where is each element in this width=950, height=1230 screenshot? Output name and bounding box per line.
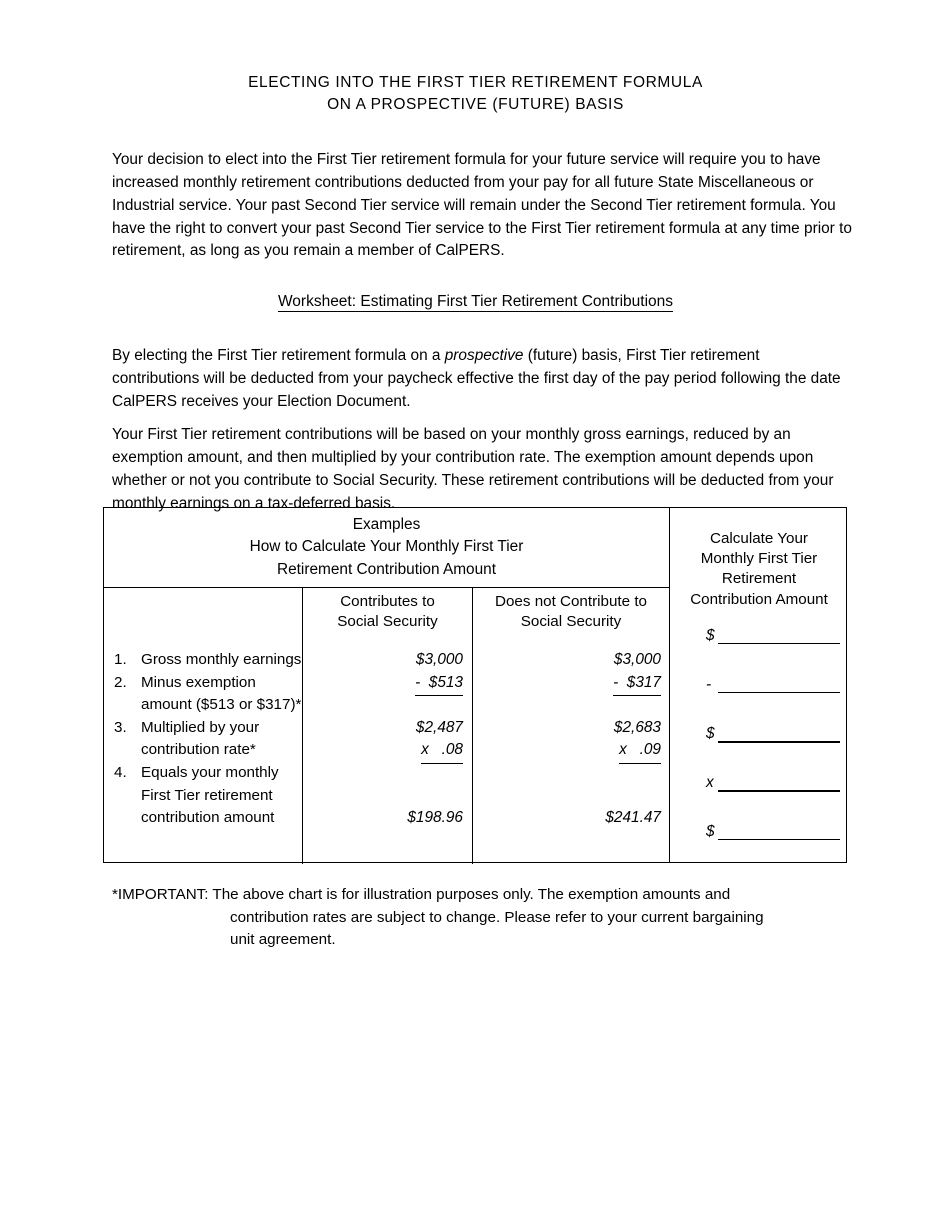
column-header-not-contributes [473, 592, 669, 633]
amount-row [303, 672, 463, 695]
prospective-paragraph-before: By electing the First Tier retirement formula on a [112, 347, 445, 365]
amount-row [473, 739, 661, 762]
step-number: 4. [114, 763, 127, 781]
amount-value: $3,000 [613, 651, 661, 668]
examples-header-line-1: Examples [352, 516, 421, 533]
blank-rule[interactable] [718, 692, 840, 693]
blank-line-total[interactable] [670, 823, 848, 872]
footnote-line-1: *IMPORTANT: The above chart is for illustration purposes only. The exemption amounts and [112, 886, 731, 903]
blank-line-subtotal[interactable] [670, 725, 848, 774]
column-header-not-contributes-line-2: Social Security [520, 613, 622, 631]
fill-in-blanks-column [670, 627, 848, 872]
calculate-header-line-3: Retirement [721, 570, 797, 588]
step-text: Minus exemption amount ($513 or $317)* [141, 673, 302, 714]
blank-rule[interactable] [718, 741, 840, 743]
amount-value: - $513 [415, 672, 463, 697]
prospective-emphasis: prospective [444, 347, 524, 365]
step-text: Multiplied by your contribution rate* [141, 718, 260, 759]
column-header-contributes [303, 592, 472, 633]
amount-row [473, 717, 661, 740]
calculation-table [103, 507, 847, 863]
footnote-line-2: contribution rates are subject to change. Please refer to your current bargaining [230, 908, 764, 926]
blank-line-rate[interactable] [670, 774, 848, 823]
amounts-not-contributes-column [473, 649, 661, 830]
amount-row [303, 717, 463, 740]
basis-paragraph: Your First Tier retirement contributions will be based on your monthly gross earnings, reduced by an exemption amount, and then multiplied by your contribution rate. The exemption amount depends upon whether or not you contribute to Social Security. These retirement contributions will be deducted from your monthly earnings on a tax-deferred basis. [112, 426, 834, 512]
amount-value: x .08 [421, 739, 463, 764]
table-header-divider [104, 587, 669, 588]
calculation-steps-list [110, 649, 302, 830]
important-footnote [112, 884, 848, 952]
blank-prefix: $ [706, 627, 715, 644]
blank-rule[interactable] [718, 790, 840, 792]
amount-row [473, 649, 661, 672]
column-header-contributes-line-1: Contributes to [340, 593, 435, 610]
amount-value: $198.96 [407, 809, 463, 827]
amount-row [473, 807, 661, 830]
prospective-paragraph [112, 345, 850, 413]
amount-value: $3,000 [415, 651, 463, 668]
blank-prefix: $ [706, 725, 715, 742]
document-title [103, 72, 848, 116]
blank-rule[interactable] [718, 839, 840, 840]
list-item [110, 762, 302, 830]
list-item [110, 649, 302, 672]
amount-value: $241.47 [605, 809, 661, 827]
column-header-not-contributes-line-1: Does not Contribute to [495, 593, 647, 610]
intro-paragraph: Your decision to elect into the First Tier retirement formula for your future service will require you to have increased monthly retirement contributions deducted from your pay for all future State Miscellaneous or Industrial service. Your past Second Tier service will remain under the Second Tier retirement formula. You have the right to convert your past Second Tier service to the First Tier retirement formula at any time prior to retirement, as long as you remain a member of CalPERS. [112, 151, 852, 260]
list-item [110, 672, 302, 717]
amount-value: x .09 [619, 739, 661, 764]
examples-header-line-3: Retirement Contribution Amount [276, 560, 496, 578]
blank-line-gross-earnings[interactable] [670, 627, 848, 676]
calculate-header-line-2: Monthly First Tier [700, 550, 818, 568]
examples-header-cell [104, 508, 669, 587]
worksheet-heading-text: Worksheet: Estimating First Tier Retirement Contributions [277, 293, 674, 310]
step-number: 2. [114, 673, 127, 691]
amounts-contributes-column [303, 649, 463, 830]
amount-value: $2,683 [613, 718, 661, 736]
amount-row [303, 739, 463, 762]
step-number: 1. [114, 651, 127, 668]
footnote-line-3: unit agreement. [230, 931, 336, 949]
prospective-paragraph-after: (future) basis, First Tier retirement contributions will be deducted from your paycheck effective the first day of the pay period following the date CalPERS receives your Election Document. [112, 347, 841, 410]
blank-line-exemption[interactable] [670, 676, 848, 725]
document-title-line-1: ELECTING INTO THE FIRST TIER RETIREMENT FORMULA [248, 74, 703, 91]
blank-prefix: $ [706, 823, 715, 840]
amount-value: - $317 [613, 672, 661, 697]
step-text: Equals your monthly First Tier retirement contribution amount [141, 763, 279, 827]
column-header-contributes-line-2: Social Security [337, 613, 438, 631]
blank-prefix: x [706, 774, 714, 791]
blank-rule[interactable] [718, 643, 840, 644]
amount-value: $2,487 [415, 718, 463, 736]
worksheet-heading [103, 291, 848, 312]
step-text: Gross monthly earnings [141, 651, 302, 668]
calculate-header-line-1: Calculate Your [710, 530, 808, 547]
amount-row [473, 672, 661, 695]
examples-header-line-2: How to Calculate Your Monthly First Tier [249, 538, 524, 556]
amount-row [303, 649, 463, 672]
document-title-line-2: ON A PROSPECTIVE (FUTURE) BASIS [327, 96, 624, 113]
calculate-your-header-cell [670, 529, 848, 610]
amount-row [303, 807, 463, 830]
list-item [110, 717, 302, 762]
blank-prefix: - [706, 676, 712, 693]
step-number: 3. [114, 718, 127, 736]
calculate-header-line-4: Contribution Amount [690, 590, 828, 608]
